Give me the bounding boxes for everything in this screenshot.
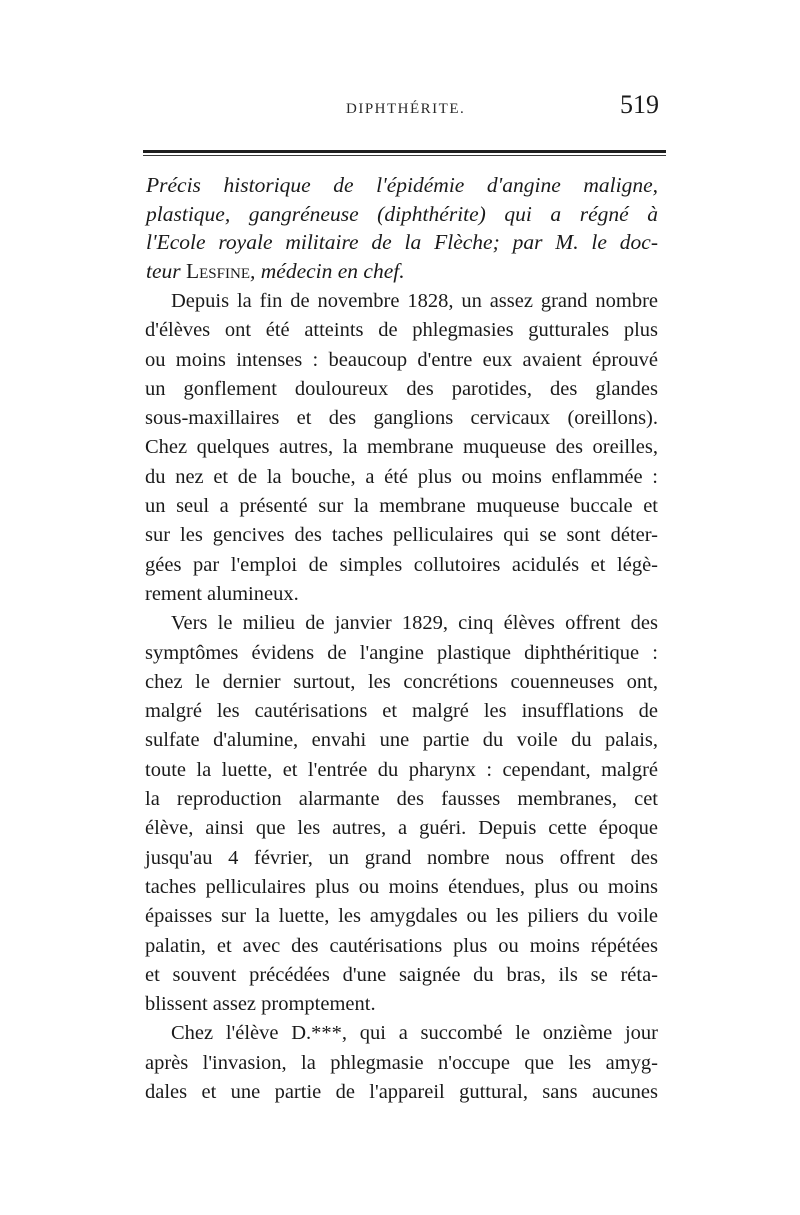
article-title [146,171,658,285]
header-rule-thin [143,155,666,156]
text-line: symptômes évidens de l'angine plastique diphthéritique : [145,641,658,664]
header-rule-thick [143,150,666,153]
text-line: dales et une partie de l'appareil guttural, sans aucunes [145,1081,658,1104]
text-line: sous-maxillaires et des ganglions cervicaux (oreillons). [145,407,658,430]
text-line: Depuis la fin de novembre 1828, un assez grand nombre [171,290,658,312]
title-fragment: , médecin en chef. [250,258,405,283]
text-line: sulfate d'alumine, envahi une partie du voile du palais, [145,729,658,752]
text-line: taches pelliculaires plus ou moins étendues, plus ou moins [145,875,658,898]
text-line: épaisses sur la luette, les amygdales ou les piliers du voile [145,905,658,928]
text-line: jusqu'au 4 février, un grand nombre nous offrent des [145,846,658,869]
title-line [146,257,658,286]
text-line: rement alumineux. [145,582,299,605]
text-line: palatin, et avec des cautérisations plus ou moins répétées [145,934,658,957]
text-line: blissent assez promptement. [145,993,376,1016]
author-name: Lesfine [186,258,250,283]
text-line: ou moins intenses : beaucoup d'entre eux avaient éprouvé [145,348,658,371]
text-line: la reproduction alarmante des fausses membranes, cet [145,788,658,811]
text-line: Vers le milieu de janvier 1829, cinq élèves offrent des [171,612,658,635]
text-line: chez le dernier surtout, les concrétions couenneuses ont, [145,670,658,693]
text-line: du nez et de la bouche, a été plus ou moins enflammée : [145,465,658,488]
running-head: DIPHTHÉRITE. [346,101,466,117]
title-line: plastique, gangréneuse (diphthérite) qui a régné à [146,201,658,226]
text-line: après l'invasion, la phlegmasie n'occupe que les amyg- [145,1051,658,1074]
text-line: élève, ainsi que les autres, a guéri. Depuis cette époque [145,817,658,840]
text-line: malgré les cautérisations et malgré les insufflations de [145,700,658,723]
text-line: gées par l'emploi de simples collutoires acidulés et légè- [145,553,658,576]
title-fragment: teur [146,258,187,283]
title-line: l'Ecole royale militaire de la Flèche; par M. le doc- [146,230,658,254]
text-line: un gonflement douloureux des parotides, des glandes [145,377,658,400]
text-line: d'élèves ont été atteints de phlegmasies gutturales plus [145,319,658,342]
title-line: Précis historique de l'épidémie d'angine maligne, [146,173,658,197]
text-line: Chez l'élève D.***, qui a succombé le onzième jour [171,1022,658,1045]
body-text [145,287,658,1107]
text-line: un seul a présenté sur la membrane muqueuse buccale et [145,495,658,518]
text-line: sur les gencives des taches pelliculaires qui se sont déter- [145,524,658,547]
text-line: et souvent précédées d'une saignée du bras, ils se réta- [145,963,658,986]
page-number: 519 [620,90,659,119]
text-line: toute la luette, et l'entrée du pharynx : cependant, malgré [145,758,658,781]
text-line: Chez quelques autres, la membrane muqueuse des oreilles, [145,436,658,459]
